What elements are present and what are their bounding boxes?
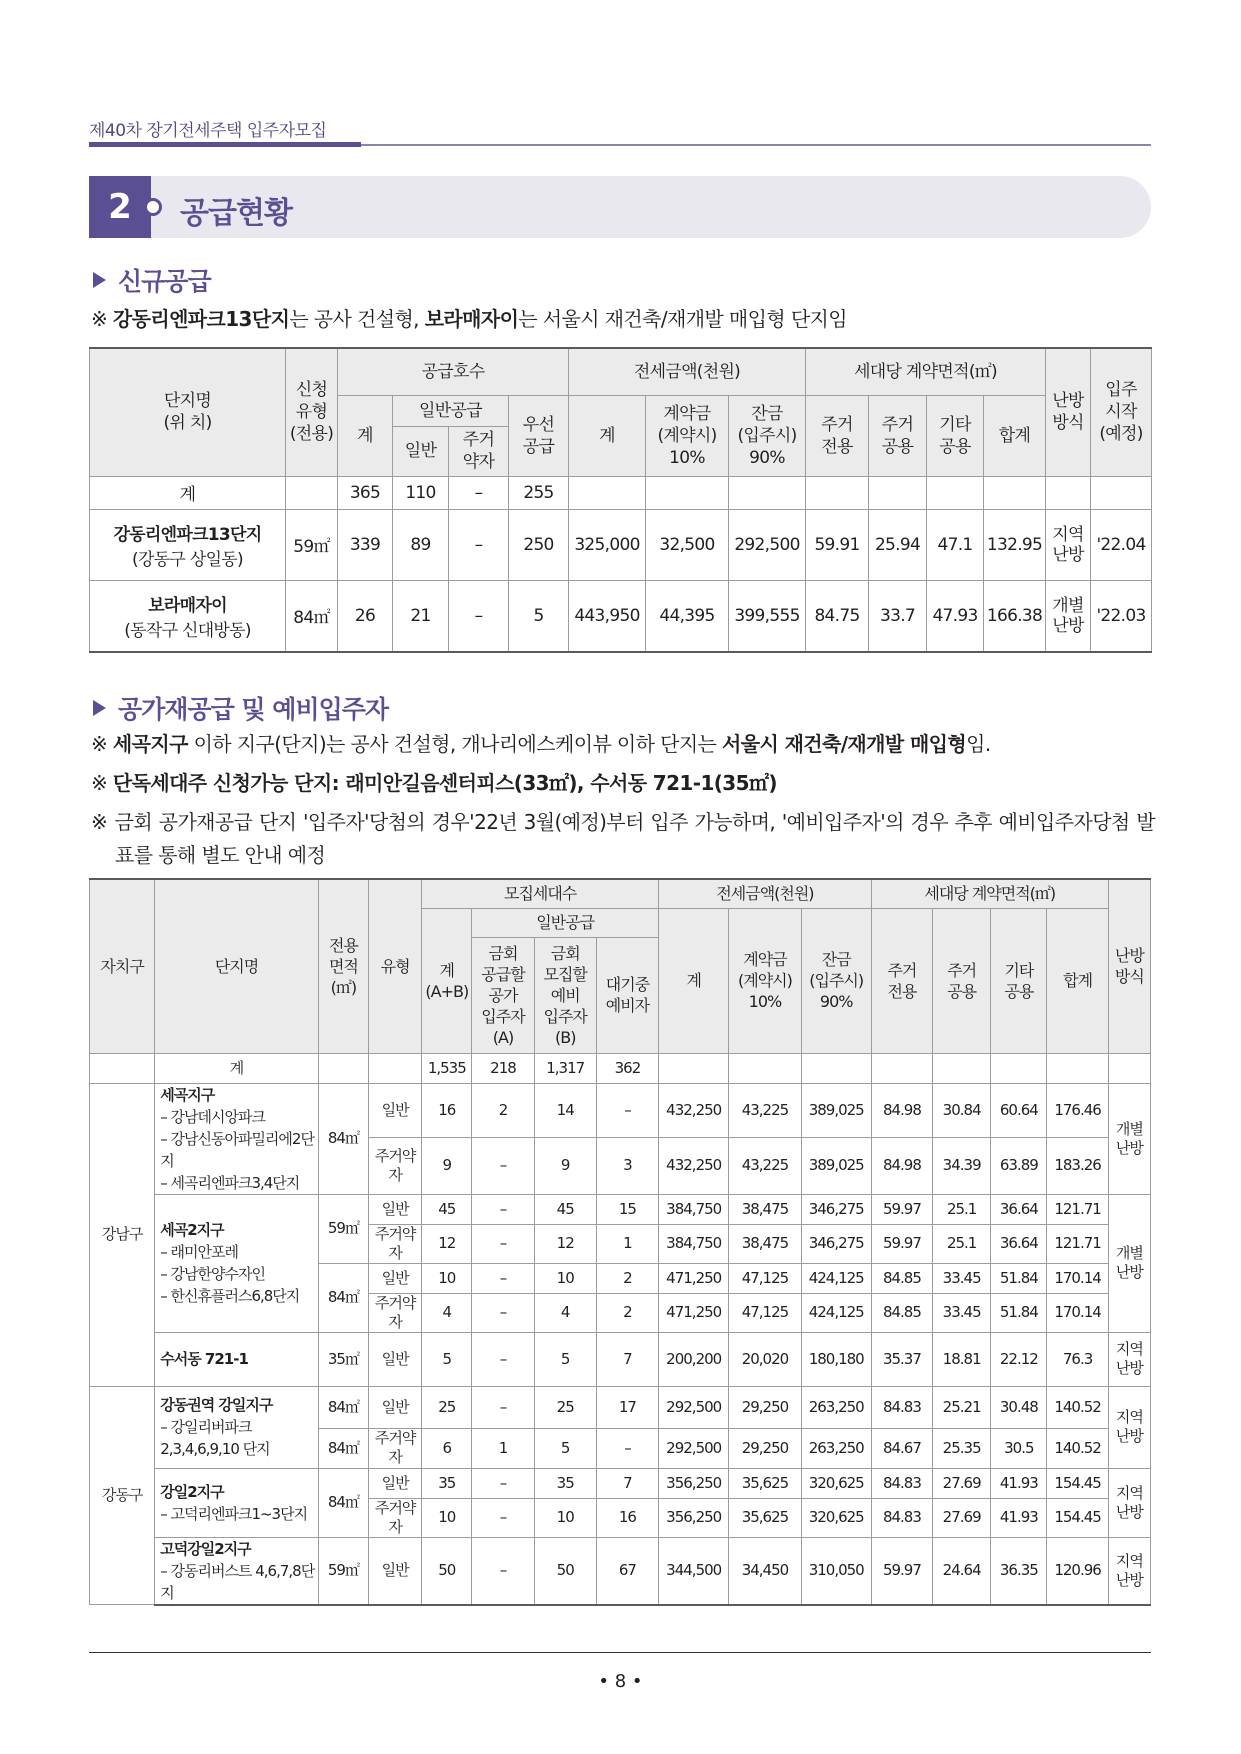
section-title: 공급현황 (180, 196, 292, 231)
complex-name: 강일2지구 (160, 1482, 224, 1501)
cell: – (472, 1224, 534, 1263)
col-move-in: 입주 시작 (예정) (1091, 348, 1152, 476)
heating-cell: 지역 난방 (1108, 1468, 1150, 1537)
table-row-sum (90, 476, 1152, 509)
cell: – (472, 1332, 534, 1386)
col-deposit: 전세금액(천원) (659, 879, 872, 908)
cell: 339 (338, 509, 393, 580)
cell: 154.45 (1047, 1498, 1108, 1537)
cell: – (472, 1293, 534, 1332)
cell: 59.97 (871, 1194, 932, 1224)
cell: 35,625 (729, 1468, 801, 1498)
col-res-exclusive: 주거 전용 (806, 395, 869, 476)
cell: 주거약자 (369, 1498, 422, 1537)
cell: 25.35 (933, 1428, 991, 1468)
cell: 384,750 (659, 1194, 729, 1224)
cell: 25 (534, 1386, 596, 1428)
cell: 84.85 (871, 1293, 932, 1332)
cell: 424,125 (801, 1293, 871, 1332)
cell: 59㎡ (318, 1194, 368, 1263)
col-res-common: 주거 공용 (933, 908, 991, 1053)
col-heating: 난방 방식 (1046, 348, 1091, 476)
col-deposit: 전세금액(천원) (569, 348, 806, 395)
cell: 33.45 (933, 1263, 991, 1293)
cell: 121.71 (1047, 1194, 1108, 1224)
cell: 84.85 (871, 1263, 932, 1293)
cell: 25 (422, 1386, 472, 1428)
cell: 43,225 (729, 1138, 801, 1194)
cell: – (472, 1468, 534, 1498)
complex-name: 고덕강일2지구 (160, 1539, 251, 1558)
cell: – (472, 1386, 534, 1428)
cell: 218 (472, 1053, 534, 1083)
complex-name: 세곡지구 (160, 1085, 215, 1104)
cell: – (472, 1537, 534, 1605)
cell: 주거약자 (369, 1293, 422, 1332)
cell: 35㎡ (318, 1332, 368, 1386)
cell: 29,250 (729, 1428, 801, 1468)
header-rule-accent (89, 142, 361, 147)
col-units-total: 계 (338, 395, 393, 476)
col-balance: 잔금 (입주시) 90% (801, 908, 871, 1053)
cell: 320,625 (801, 1498, 871, 1537)
heating-cell: 지역 난방 (1108, 1332, 1150, 1386)
cell: 12 (534, 1224, 596, 1263)
cell: 255 (509, 476, 569, 509)
cell: 132.95 (984, 509, 1046, 580)
col-recruit-total: 계 (A+B) (422, 908, 472, 1053)
cell: 443,950 (569, 580, 646, 652)
cell: 471,250 (659, 1263, 729, 1293)
cell: 250 (509, 509, 569, 580)
table-row (90, 1332, 1151, 1386)
cell: 24.64 (933, 1537, 991, 1605)
col-waiting: 대기중 예비자 (596, 937, 658, 1053)
cell: 356,250 (659, 1468, 729, 1498)
complex-cell: 강일2지구 – 고덕리엔파크1~3단지 (155, 1468, 319, 1537)
cell: 170.14 (1047, 1263, 1108, 1293)
cell: 50 (534, 1537, 596, 1605)
col-district: 자치구 (90, 879, 155, 1053)
cell: 170.14 (1047, 1293, 1108, 1332)
col-res-exclusive: 주거 전용 (871, 908, 932, 1053)
cell: '22.03 (1091, 580, 1152, 652)
col-other-common: 기타 공용 (991, 908, 1047, 1053)
cell: 59.97 (871, 1224, 932, 1263)
cell: 120.96 (1047, 1537, 1108, 1605)
cell: 471,250 (659, 1293, 729, 1332)
cell: 60.64 (991, 1083, 1047, 1138)
cell: 25.21 (933, 1386, 991, 1428)
col-deposit-total: 계 (569, 395, 646, 476)
cell: 310,050 (801, 1537, 871, 1605)
cell: 35 (534, 1468, 596, 1498)
district-cell: 강남구 (90, 1083, 155, 1386)
cell: 25.1 (933, 1224, 991, 1263)
cell: 3 (596, 1138, 658, 1194)
cell: – (596, 1428, 658, 1468)
table-row (90, 1537, 1151, 1605)
cell: 45 (534, 1194, 596, 1224)
resupply-note-1: ※ 세곡지구 이하 지구(단지)는 공사 건설형, 개나리에스케이뷰 이하 단지는 서울시 재건축/재개발 매입형임. (91, 732, 991, 756)
complex-cell: 고덕강일2지구 – 강동리버스트 4,6,7,8단지 (155, 1537, 319, 1605)
col-elderly: 주거 약자 (449, 426, 509, 476)
cell: 38,475 (729, 1224, 801, 1263)
cell: 4 (422, 1293, 472, 1332)
cell: 36.64 (991, 1224, 1047, 1263)
col-type: 유형 (369, 879, 422, 1053)
triangle-bullet-icon (93, 700, 106, 716)
resupply-table (89, 878, 1151, 1606)
cell: – (596, 1083, 658, 1138)
heating-cell: 개별 난방 (1108, 1083, 1150, 1194)
cell: 59.91 (806, 509, 869, 580)
cell: 7 (596, 1468, 658, 1498)
cell: 389,025 (801, 1083, 871, 1138)
cell: 14 (534, 1083, 596, 1138)
cell: 176.46 (1047, 1083, 1108, 1138)
cell: 200,200 (659, 1332, 729, 1386)
cell: 4 (534, 1293, 596, 1332)
heating-cell: 지역 난방 (1108, 1537, 1150, 1605)
cell: 292,500 (729, 509, 806, 580)
cell: 1,535 (422, 1053, 472, 1083)
cell: 344,500 (659, 1537, 729, 1605)
col-complex: 단지명 (위 치) (90, 348, 286, 476)
cell: 5 (509, 580, 569, 652)
table-row (90, 1194, 1151, 1224)
complex-cell: 수서동 721-1 (155, 1332, 319, 1386)
col-a: 금회 공급할 공가 입주자 (A) (472, 937, 534, 1053)
col-deposit-total: 계 (659, 908, 729, 1053)
complex-cell: 강동권역 강일지구 – 강일리버파크 2,3,4,6,9,10 단지 (155, 1386, 319, 1468)
col-area-total: 합계 (1047, 908, 1108, 1053)
cell: 59㎡ (286, 509, 338, 580)
cell: 51.84 (991, 1263, 1047, 1293)
cell: 35,625 (729, 1498, 801, 1537)
cell: 292,500 (659, 1386, 729, 1428)
cell: 15 (596, 1194, 658, 1224)
complex-name: 보라매자이 (148, 595, 227, 616)
col-priority: 우선 공급 (509, 395, 569, 476)
cell: 5 (534, 1428, 596, 1468)
cell: 84.98 (871, 1083, 932, 1138)
col-supply-units: 공급호수 (338, 348, 569, 395)
cell: 51.84 (991, 1293, 1047, 1332)
cell: 18.81 (933, 1332, 991, 1386)
cell: – (472, 1194, 534, 1224)
cell: 432,250 (659, 1138, 729, 1194)
col-general-supply: 일반공급 (393, 395, 509, 426)
resupply-note-3: ※ 금회 공가재공급 단지 '입주자'당첨의 경우'22년 3월(예정)부터 입주 가능하며, '예비입주자'의 경우 추후 예비입주자당첨 발표를 통해 별도 안내 예정 (91, 810, 1155, 867)
cell: 7 (596, 1332, 658, 1386)
cell: 계 (90, 476, 286, 509)
cell: 41.93 (991, 1468, 1047, 1498)
cell: 12 (422, 1224, 472, 1263)
table-row (90, 1468, 1151, 1498)
cell: 140.52 (1047, 1428, 1108, 1468)
cell: 44,395 (646, 580, 729, 652)
cell: 27.69 (933, 1498, 991, 1537)
col-heating: 난방 방식 (1108, 879, 1150, 1053)
cell: 9 (534, 1138, 596, 1194)
cell: 9 (422, 1138, 472, 1194)
cell: 6 (422, 1428, 472, 1468)
cell: 22.12 (991, 1332, 1047, 1386)
cell: 84㎡ (286, 580, 338, 652)
table-row (90, 1083, 1151, 1138)
complex-name: 세곡2지구 (160, 1221, 224, 1239)
cell: 41.93 (991, 1498, 1047, 1537)
cell: 20,020 (729, 1332, 801, 1386)
col-contract-area: 세대당 계약면적(㎡) (806, 348, 1046, 395)
cell: – (449, 580, 509, 652)
cell: 33.7 (869, 580, 927, 652)
cell: 84㎡ (318, 1428, 368, 1468)
cell: 356,250 (659, 1498, 729, 1537)
col-type: 신청 유형 (전용) (286, 348, 338, 476)
cell: 25.1 (933, 1194, 991, 1224)
cell: 16 (596, 1498, 658, 1537)
document-header-title: 제40차 장기전세주택 입주자모집 (89, 121, 327, 141)
cell: 주거약자 (369, 1138, 422, 1194)
cell: 67 (596, 1537, 658, 1605)
cell: 84.83 (871, 1498, 932, 1537)
cell: 89 (393, 509, 449, 580)
cell: 180,180 (801, 1332, 871, 1386)
col-contract-area: 세대당 계약면적(㎡) (871, 879, 1108, 908)
cell: 지역 난방 (1046, 509, 1091, 580)
cell: 183.26 (1047, 1138, 1108, 1194)
cell: 320,625 (801, 1468, 871, 1498)
cell: 34.39 (933, 1138, 991, 1194)
col-general: 일반 (393, 426, 449, 476)
col-other-common: 기타 공용 (927, 395, 984, 476)
cell: 84㎡ (318, 1083, 368, 1194)
cell: – (449, 476, 509, 509)
col-area: 전용 면적 (㎡) (318, 879, 368, 1053)
cell: 50 (422, 1537, 472, 1605)
cell: 84.83 (871, 1468, 932, 1498)
new-supply-note: ※ 강동리엔파크13단지는 공사 건설형, 보라매자이는 서울시 재건축/재개발 매입형 단지임 (91, 307, 847, 331)
cell: 121.71 (1047, 1224, 1108, 1263)
complex-cell: 세곡지구 – 강남데시앙파크 – 강남신동아파밀리에2단지 – 세곡리엔파크3,4단지 (155, 1083, 319, 1194)
cell: 주거약자 (369, 1224, 422, 1263)
cell: 2 (472, 1083, 534, 1138)
cell: 432,250 (659, 1083, 729, 1138)
cell: 263,250 (801, 1386, 871, 1428)
cell: 365 (338, 476, 393, 509)
cell: 10 (534, 1498, 596, 1537)
cell: 35.37 (871, 1332, 932, 1386)
cell: 325,000 (569, 509, 646, 580)
col-recruit: 모집세대수 (422, 879, 659, 908)
cell: 36.35 (991, 1537, 1047, 1605)
cell: 일반 (369, 1083, 422, 1138)
table-row (90, 1386, 1151, 1428)
footer-rule (89, 1652, 1151, 1653)
cell: 35 (422, 1468, 472, 1498)
cell: 29,250 (729, 1386, 801, 1428)
cell: 10 (422, 1498, 472, 1537)
cell: 84㎡ (318, 1468, 368, 1537)
cell: 45 (422, 1194, 472, 1224)
cell: 5 (422, 1332, 472, 1386)
cell: 346,275 (801, 1194, 871, 1224)
section-number: 2 (89, 176, 151, 238)
cell: – (472, 1138, 534, 1194)
cell: 일반 (369, 1332, 422, 1386)
cell: 110 (393, 476, 449, 509)
cell: 27.69 (933, 1468, 991, 1498)
cell: 일반 (369, 1537, 422, 1605)
cell: 84㎡ (318, 1386, 368, 1428)
resupply-note-2: ※ 단독세대주 신청가능 단지: 래미안길음센터피스(33㎡), 수서동 721-1(35㎡) (91, 771, 777, 795)
page-number: • 8 • (598, 1671, 643, 1692)
cell: 30.84 (933, 1083, 991, 1138)
cell: 76.3 (1047, 1332, 1108, 1386)
cell: – (472, 1498, 534, 1537)
col-complex: 단지명 (155, 879, 319, 1053)
cell: 30.48 (991, 1386, 1047, 1428)
cell: 26 (338, 580, 393, 652)
cell: 10 (534, 1263, 596, 1293)
cell: 25.94 (869, 509, 927, 580)
table-row-sum (90, 1053, 1151, 1083)
col-contract-fee: 계약금 (계약시) 10% (646, 395, 729, 476)
cell: 84.75 (806, 580, 869, 652)
cell: 일반 (369, 1386, 422, 1428)
cell: 1 (596, 1224, 658, 1263)
district-cell: 강동구 (90, 1386, 155, 1605)
cell: 399,555 (729, 580, 806, 652)
col-area-total: 합계 (984, 395, 1046, 476)
cell: 43,225 (729, 1083, 801, 1138)
cell: 47.93 (927, 580, 984, 652)
table-row (90, 580, 1152, 652)
cell: 일반 (369, 1468, 422, 1498)
cell: 2 (596, 1263, 658, 1293)
cell: 84.83 (871, 1386, 932, 1428)
cell: 21 (393, 580, 449, 652)
cell: 주거약자 (369, 1428, 422, 1468)
col-contract-fee: 계약금 (계약시) 10% (729, 908, 801, 1053)
cell: 389,025 (801, 1138, 871, 1194)
cell: '22.04 (1091, 509, 1152, 580)
cell: 292,500 (659, 1428, 729, 1468)
cell: 362 (596, 1053, 658, 1083)
cell: 2 (596, 1293, 658, 1332)
complex-location: (강동구 상일동) (132, 549, 243, 570)
cell: 5 (534, 1332, 596, 1386)
cell: 47.1 (927, 509, 984, 580)
cell: 33.45 (933, 1293, 991, 1332)
cell: 30.5 (991, 1428, 1047, 1468)
section-dot-icon (144, 198, 162, 216)
cell: 154.45 (1047, 1468, 1108, 1498)
cell: 140.52 (1047, 1386, 1108, 1428)
cell: 38,475 (729, 1194, 801, 1224)
complex-name: 강동권역 강일지구 (160, 1396, 273, 1414)
cell: 263,250 (801, 1428, 871, 1468)
col-balance: 잔금 (입주시) 90% (729, 395, 806, 476)
cell: 1,317 (534, 1053, 596, 1083)
cell: – (472, 1263, 534, 1293)
cell: 일반 (369, 1263, 422, 1293)
cell: 59㎡ (318, 1537, 368, 1605)
cell: 384,750 (659, 1224, 729, 1263)
cell: 개별 난방 (1046, 580, 1091, 652)
cell: 계 (155, 1053, 319, 1083)
complex-name: 강동리엔파크13단지 (113, 524, 262, 545)
cell: 32,500 (646, 509, 729, 580)
cell: 16 (422, 1083, 472, 1138)
cell: 84㎡ (318, 1263, 368, 1332)
subheading-resupply: 공가재공급 및 예비입주자 (93, 690, 388, 726)
cell: 59.97 (871, 1537, 932, 1605)
cell: 84.67 (871, 1428, 932, 1468)
complex-location: (동작구 신대방동) (124, 620, 251, 641)
cell: 63.89 (991, 1138, 1047, 1194)
col-res-common: 주거 공용 (869, 395, 927, 476)
triangle-bullet-icon (93, 272, 106, 288)
cell: 84.98 (871, 1138, 932, 1194)
new-supply-table (89, 347, 1152, 653)
cell: 10 (422, 1263, 472, 1293)
cell: 47,125 (729, 1293, 801, 1332)
cell: 166.38 (984, 580, 1046, 652)
subheading-new-supply: 신규공급 (93, 262, 211, 298)
col-general-supply: 일반공급 (472, 908, 659, 937)
cell: 34,450 (729, 1537, 801, 1605)
cell: 1 (472, 1428, 534, 1468)
cell: 346,275 (801, 1224, 871, 1263)
cell: 47,125 (729, 1263, 801, 1293)
cell: 36.64 (991, 1194, 1047, 1224)
cell: 17 (596, 1386, 658, 1428)
table-row (90, 509, 1152, 580)
heating-cell: 지역 난방 (1108, 1386, 1150, 1468)
cell: – (449, 509, 509, 580)
heating-cell: 개별 난방 (1108, 1194, 1150, 1332)
complex-cell: 세곡2지구 – 래미안포레 – 강남한양수자인 – 한신휴플러스6,8단지 (155, 1194, 319, 1332)
cell: 일반 (369, 1194, 422, 1224)
cell: 424,125 (801, 1263, 871, 1293)
col-b: 금회 모집할 예비 입주자 (B) (534, 937, 596, 1053)
